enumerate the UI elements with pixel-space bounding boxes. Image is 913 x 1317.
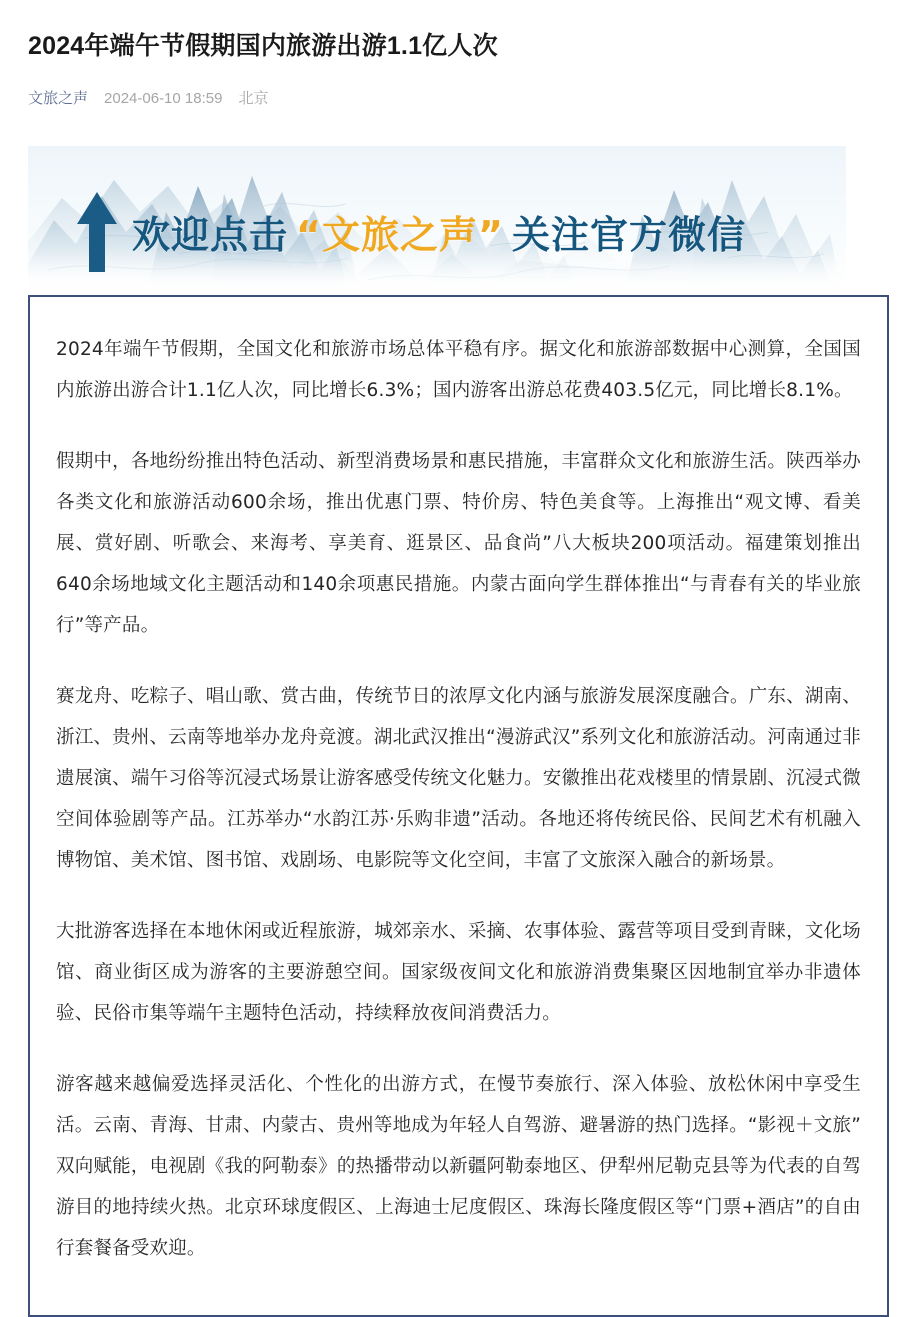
banner-text-overlay [28,146,846,294]
publish-timestamp: 2024-06-10 18:59 [104,90,223,107]
article-paragraph: 赛龙舟、吃粽子、唱山歌、赏古曲，传统节日的浓厚文化内涵与旅游发展深度融合。广东、湖南、浙江、贵州、云南等地举办龙舟竞渡。湖北武汉推出“漫游武汉”系列文化和旅游活动。河南通过非遗展演、端午习俗等沉浸式场景让游客感受传统文化魅力。安徽推出花戏楼里的情景剧、沉浸式微空间体验剧等产品。江苏举办“水韵江苏·乐购非遗”活动。各地还将传统民俗、民间艺术有机融入博物馆、美术馆、图书馆、戏剧场、电影院等文化空间，丰富了文旅深入融合的新场景。 [56,686,861,871]
promo-banner-image[interactable] [28,146,846,294]
banner-slogan-highlight: “文旅之声” [296,212,504,257]
publish-location: 北京 [238,90,269,107]
article-paragraph: 大批游客选择在本地休闲或近程旅游，城郊亲水、采摘、农事体验、露营等项目受到青睐，文化场馆、商业街区成为游客的主要游憩空间。国家级夜间文化和旅游消费集聚区因地制宜举办非遗体验、民俗市集等端午主题特色活动，持续释放夜间消费活力。 [56,921,861,1024]
banner-slogan-tail: 关注官方微信 [511,212,746,257]
banner-slogan-lead: 欢迎点击 [132,212,289,257]
article-meta [28,88,885,110]
article-paragraph: 假期中，各地纷纷推出特色活动、新型消费场景和惠民措施，丰富群众文化和旅游生活。陕西举办各类文化和旅游活动600余场，推出优惠门票、特价房、特色美食等。上海推出“观文博、看美展、赏好剧、听歌会、来海考、享美育、逛景区、品食尚”八大板块200项活动。福建策划推出640余场地域文化主题活动和140余项惠民措施。内蒙古面向学生群体推出“与青春有关的毕业旅行”等产品。 [56,451,861,636]
up-arrow-icon [76,190,118,274]
article-header [0,0,913,110]
article-paragraph: 2024年端午节假期，全国文化和旅游市场总体平稳有序。据文化和旅游部数据中心测算，全国国内旅游出游合计1.1亿人次，同比增长6.3%；国内游客出游总花费403.5亿元，同比增长8.1%。 [56,339,861,401]
banner-slogan [132,204,746,259]
article-body [56,329,861,1269]
article-paragraph: 游客越来越偏爱选择灵活化、个性化的出游方式，在慢节奏旅行、深入体验、放松休闲中享受生活。云南、青海、甘肃、内蒙古、贵州等地成为年轻人自驾游、避暑游的热门选择。“影视＋文旅”双向赋能，电视剧《我的阿勒泰》的热播带动以新疆阿勒泰地区、伊犁州尼勒克县等为代表的自驾游目的地持续火热。北京环球度假区、上海迪士尼度假区、珠海长隆度假区等“门票+酒店”的自由行套餐备受欢迎。 [56,1074,861,1259]
article-content-box [28,295,889,1317]
page-title: 2024年端午节假期国内旅游出游1.1亿人次 [28,32,498,60]
account-name-link[interactable]: 文旅之声 [28,90,89,107]
